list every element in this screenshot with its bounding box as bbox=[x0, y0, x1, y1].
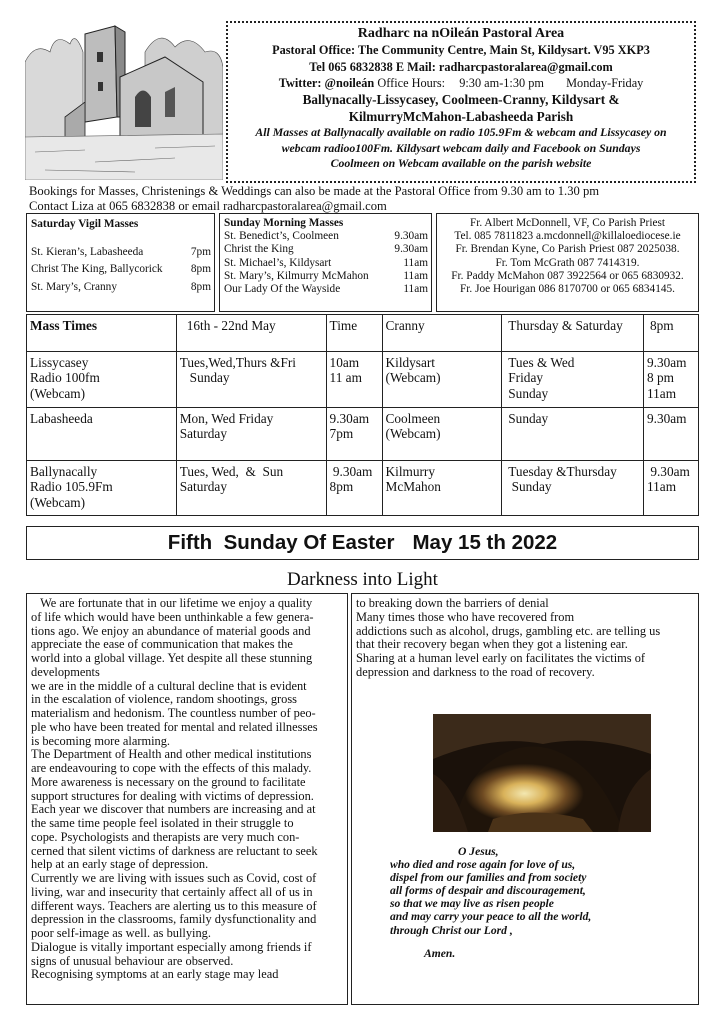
list-item bbox=[31, 281, 211, 294]
list-item bbox=[224, 257, 428, 270]
table-row bbox=[27, 352, 699, 408]
prayer bbox=[390, 845, 690, 960]
masses-broadcast-line1: All Masses at Ballynacally available on radio 105.9Fm & webcam and Lissycasey on bbox=[255, 125, 667, 140]
banner-sunday-name: Fifth Sunday Of Easter bbox=[167, 531, 395, 554]
cranny-time: 8pm bbox=[644, 315, 699, 352]
prayer-line: dispel from our families and from society bbox=[390, 871, 587, 885]
priest-line: Fr. Brendan Kyne, Co Parish Priest 087 2025038. bbox=[455, 243, 680, 256]
church-cell bbox=[382, 408, 502, 461]
priest-line: Fr. Tom McGrath 087 7414319. bbox=[495, 256, 640, 269]
cell-line: Tues & Wed bbox=[508, 355, 575, 370]
cell-line: Sunday bbox=[179, 370, 230, 386]
cell-line: Lissycasey bbox=[30, 355, 89, 370]
parish-names-line2: KilmurryMcMahon-Labasheeda Parish bbox=[348, 109, 574, 125]
cell-line: Kildysart bbox=[385, 355, 436, 370]
cell-line: Kilmurry bbox=[385, 464, 436, 479]
church-name: St. Mary’s, Kilmurry McMahon bbox=[224, 269, 369, 282]
article-line: We are fortunate that in our lifetime we enjoy a quality bbox=[31, 596, 313, 610]
office-hours-label: Office Hours: bbox=[377, 75, 446, 90]
cell-line: (Webcam) bbox=[30, 385, 86, 401]
church-name: Christ The King, Ballycorick bbox=[31, 263, 163, 276]
cell-line: Radio 100fm bbox=[30, 370, 100, 386]
banner-date: May 15 th 2022 bbox=[412, 531, 558, 554]
cell-line: 11 am bbox=[329, 370, 362, 386]
church-cell bbox=[382, 461, 502, 516]
table-row bbox=[27, 461, 699, 516]
cell-line: (Webcam) bbox=[385, 370, 441, 386]
article-line: Each year we discover that numbers are increasing and at bbox=[31, 802, 316, 817]
cell-line: 8pm bbox=[329, 479, 354, 495]
bookings-line1: Bookings for Masses, Christenings & Weddings can also be made at the Pastoral Office from 9.30 am to 1.30 pm bbox=[29, 184, 600, 198]
cell-line: 9.30am bbox=[647, 355, 687, 370]
cranny-church: Cranny bbox=[382, 315, 502, 352]
office-contact: Tel 065 6832838 E Mail: radharcpastoralarea@gmail.com bbox=[309, 59, 613, 74]
list-item bbox=[224, 243, 428, 256]
article-line: to breaking down the barriers of denial bbox=[356, 596, 549, 610]
article-line: world into a global village. Yet despite all these stunning bbox=[31, 651, 313, 665]
mass-times-label: Mass Times bbox=[27, 315, 177, 352]
pastoral-office-address: Pastoral Office: The Community Centre, Main St, Kildysart. V95 XKP3 bbox=[272, 43, 650, 58]
church-name: St. Benedict’s, Coolmeen bbox=[224, 230, 339, 243]
cell-line: (Webcam) bbox=[385, 426, 441, 442]
list-item bbox=[224, 283, 428, 296]
cell-line: 10am bbox=[329, 355, 360, 370]
cave-light-photo bbox=[433, 714, 651, 832]
time-cell bbox=[644, 352, 699, 408]
church-cell bbox=[27, 461, 177, 516]
prayer-opening: O Jesus, bbox=[458, 845, 499, 858]
cell-line: 11am bbox=[647, 385, 677, 401]
article-line: Many times those who have recovered from bbox=[356, 609, 575, 624]
twitter-handle: Twitter: @noileán bbox=[278, 75, 375, 90]
cell-line: Saturday bbox=[179, 426, 227, 442]
article-line: different ways. Teachers are alerting us to this measure of bbox=[31, 898, 317, 913]
mass-time: 8pm bbox=[190, 263, 211, 276]
cell-line: Sunday bbox=[508, 479, 552, 495]
cell-line: McMahon bbox=[385, 479, 441, 495]
article-line: Currently we are living with issues such as Covid, cost of bbox=[31, 871, 317, 885]
table-row bbox=[27, 408, 699, 461]
sunday-morning-masses bbox=[219, 213, 432, 312]
church-tower-illustration bbox=[25, 22, 223, 180]
pastoral-area-header bbox=[226, 21, 696, 183]
article-line: appreciate the ease of communication that makes the bbox=[31, 637, 293, 652]
article-line: addictions such as alcohol, drugs, gambling etc. are telling us bbox=[356, 623, 661, 638]
article-line: tions ago. We enjoy an abundance of material goods and bbox=[31, 623, 311, 638]
article-title: Darkness into Light bbox=[287, 569, 438, 590]
masses-broadcast-line3: Coolmeen on Webcam available on the parish website bbox=[330, 156, 592, 171]
article-line: Recognising symptoms at an early stage may lead bbox=[31, 967, 279, 982]
days-cell bbox=[502, 352, 644, 408]
days-cell bbox=[502, 408, 644, 461]
time-cell bbox=[326, 461, 382, 516]
cell-line: Coolmeen bbox=[385, 411, 441, 426]
cell-line: Tuesday &Thursday bbox=[508, 464, 617, 479]
article-line: poor self-image as well. as bullying. bbox=[31, 926, 211, 940]
saturday-heading: Saturday Vigil Masses bbox=[31, 218, 139, 230]
list-item bbox=[31, 263, 211, 276]
cell-line: Labasheeda bbox=[30, 411, 93, 426]
saturday-vigil-masses bbox=[26, 213, 215, 312]
article-line: that their recovery began when they got a listening ear. bbox=[356, 637, 628, 652]
cell-line: 7pm bbox=[329, 426, 354, 442]
mass-time: 7pm bbox=[190, 246, 211, 259]
church-name: St. Kieran’s, Labasheeda bbox=[31, 246, 144, 259]
church-name: Our Lady Of the Wayside bbox=[224, 283, 341, 296]
cell-line: Mon, Wed Friday bbox=[179, 411, 274, 426]
mass-time: 11am bbox=[403, 283, 428, 296]
mass-time: 8pm bbox=[190, 280, 211, 293]
cranny-days: Thursday & Saturday bbox=[502, 315, 644, 352]
mass-time: 11am bbox=[403, 256, 428, 269]
twitter-and-hours bbox=[228, 75, 694, 91]
date-range: 16th - 22nd May bbox=[176, 315, 326, 352]
masses-broadcast-line2: webcam radioo100Fm. Kildysart webcam daily and Facebook on Sundays bbox=[281, 140, 641, 155]
cell-line: Saturday bbox=[179, 479, 227, 495]
bookings-line2: Contact Liza at 065 6832838 or email radharcpastoralarea@gmail.com bbox=[29, 198, 387, 213]
list-item bbox=[224, 230, 428, 243]
article-line: of life which would have been unthinkable a few genera- bbox=[31, 609, 314, 624]
prayer-amen: Amen. bbox=[424, 946, 456, 960]
sunday-banner bbox=[26, 526, 699, 560]
cell-line: 9.30am bbox=[329, 464, 373, 479]
cell-line: 9.30am bbox=[647, 464, 690, 479]
article-line: More awareness is necessary on the ground to facilitate bbox=[31, 774, 306, 789]
priest-line: Fr. Joe Hourigan 086 8170700 or 065 6834145. bbox=[460, 283, 675, 296]
time-cell bbox=[326, 352, 382, 408]
article-line: the same time people feel isolated in their struggle to bbox=[31, 816, 294, 830]
cell-line: 8 pm bbox=[647, 370, 674, 386]
prayer-line: so that we may live as risen people bbox=[390, 897, 554, 911]
time-cell bbox=[644, 461, 699, 516]
church-cell bbox=[27, 352, 177, 408]
article-line: developments bbox=[31, 664, 100, 679]
mass-time: 9.30am bbox=[394, 243, 428, 256]
cell-line: Radio 105.9Fm bbox=[30, 479, 113, 495]
mass-times-table bbox=[26, 314, 699, 516]
article-line: ple who have been treated for mental and related illnesses bbox=[31, 719, 318, 734]
article-left-column bbox=[26, 593, 348, 1005]
article-line: materialism and hedonism. The countless number of peo- bbox=[31, 706, 316, 720]
days-cell bbox=[176, 408, 326, 461]
article-line: depression and darkness to the road of recovery. bbox=[356, 664, 595, 679]
article-line: we are in the middle of a cultural decline that is evident bbox=[31, 678, 307, 693]
prayer-line: who died and rose again for love of us, bbox=[390, 858, 576, 872]
cell-line: Tues,Wed,Thurs &Fri bbox=[179, 355, 296, 370]
days-cell bbox=[176, 461, 326, 516]
cell-line: 9.30am bbox=[329, 411, 370, 426]
office-hours-days: Monday-Friday bbox=[566, 75, 644, 90]
priests-contacts bbox=[436, 213, 699, 312]
cell-line: (Webcam) bbox=[30, 494, 86, 510]
cell-line: 9.30am bbox=[647, 411, 687, 426]
church-cell bbox=[27, 408, 177, 461]
table-header-row bbox=[27, 315, 699, 352]
article-line: cerned that silent victims of darkness are reluctant to seek bbox=[31, 843, 318, 858]
list-item bbox=[224, 270, 428, 283]
cell-line: Tues, Wed, & Sun bbox=[179, 464, 284, 479]
cell-line: 11am bbox=[647, 479, 677, 495]
article-line: The Department of Health and other medical institutions bbox=[31, 747, 312, 762]
article-line: Sharing at a human level early on facilitates the victims of bbox=[356, 651, 646, 665]
church-name: St. Michael’s, Kildysart bbox=[224, 256, 332, 269]
priest-line: Fr. Albert McDonnell, VF, Co Parish Priest bbox=[469, 217, 666, 229]
sunday-heading: Sunday Morning Masses bbox=[224, 217, 344, 229]
article-line: cope. Psychologists and therapists are very much con- bbox=[31, 829, 300, 844]
church-cell bbox=[382, 352, 502, 408]
priest-line: Fr. Paddy McMahon 087 3922564 or 065 6830932. bbox=[451, 269, 684, 282]
church-name: St. Mary’s, Cranny bbox=[31, 280, 117, 293]
time-cell bbox=[326, 408, 382, 461]
time-cell bbox=[644, 408, 699, 461]
cell-line: Friday bbox=[508, 370, 543, 386]
bookings-notice bbox=[29, 184, 709, 213]
prayer-line: and may carry your peace to all the world, bbox=[390, 910, 592, 924]
article-line: Dialogue is vitally important especially among friends if bbox=[31, 939, 312, 954]
church-name: Christ the King bbox=[224, 243, 294, 256]
days-cell bbox=[176, 352, 326, 408]
article-line: in the escalation of violence, random shootings, gross bbox=[31, 692, 297, 707]
article-line: is becoming more alarming. bbox=[31, 733, 171, 748]
prayer-line: all forms of despair and discouragement, bbox=[390, 884, 586, 898]
pastoral-area-title: Radharc na nOileán Pastoral Area bbox=[357, 26, 565, 41]
mass-time: 11am bbox=[403, 269, 428, 282]
prayer-line: through Christ our Lord , bbox=[390, 923, 513, 937]
time-header: Time bbox=[326, 315, 382, 352]
article-line: signs of unusual behaviour are observed. bbox=[31, 953, 234, 968]
parish-names-line1: Ballynacally-Lissycasey, Coolmeen-Cranny, Kildysart & bbox=[302, 92, 620, 108]
list-item bbox=[31, 246, 211, 259]
article-line: help at an early stage of depression. bbox=[31, 857, 209, 872]
article-line: support structures for dealing with victims of depression. bbox=[31, 788, 314, 803]
priest-line: Tel. 085 7811823 a.mcdonnell@killaloediocese.ie bbox=[454, 230, 681, 243]
article-line: living, war and insecurity that certainly affect all of us in bbox=[31, 884, 313, 899]
days-cell bbox=[502, 461, 644, 516]
office-hours-time: 9:30 am-1:30 pm bbox=[459, 75, 544, 90]
cell-line: Sunday bbox=[508, 411, 549, 426]
cell-line: Sunday bbox=[508, 385, 549, 401]
article-line: depression in the classrooms, family dysfunctionality and bbox=[31, 912, 317, 927]
cell-line: Ballynacally bbox=[30, 464, 98, 479]
mass-time: 9.30am bbox=[394, 230, 428, 243]
article-line: are endeavouring to cope with the effects of this malady. bbox=[31, 761, 312, 775]
